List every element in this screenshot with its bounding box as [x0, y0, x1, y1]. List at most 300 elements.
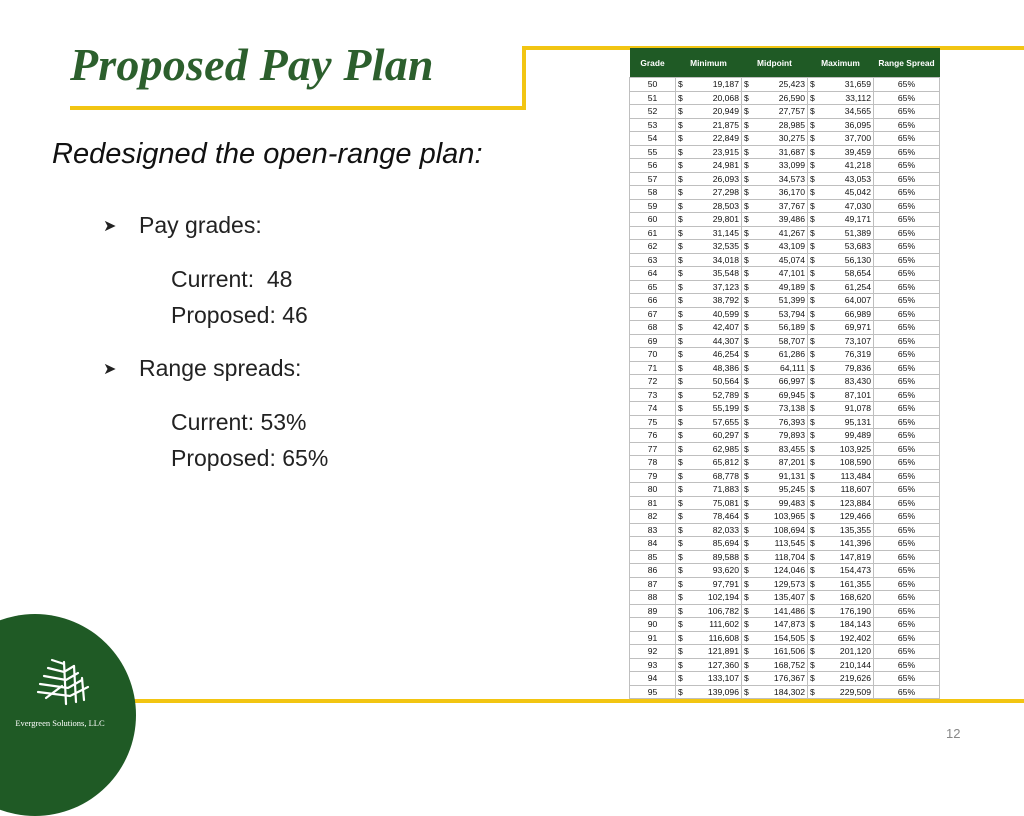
minimum-cell	[676, 213, 742, 227]
amount-value: 51,389	[844, 227, 871, 238]
proposed-range-spread: Proposed: 65%	[171, 445, 329, 471]
currency-symbol: $	[678, 646, 683, 656]
amount-value: 53,794	[778, 308, 805, 319]
grade-cell: 82	[630, 510, 676, 524]
currency-symbol: $	[744, 322, 749, 332]
midpoint-cell	[742, 307, 808, 321]
amount-value: 31,145	[712, 227, 739, 238]
grade-cell: 68	[630, 321, 676, 335]
midpoint-cell	[742, 550, 808, 564]
table-row	[630, 267, 940, 281]
range-spread-cell: 65%	[874, 159, 940, 173]
table-row	[630, 685, 940, 699]
range-spread-cell: 65%	[874, 294, 940, 308]
currency-symbol: $	[744, 470, 749, 481]
currency-symbol: $	[810, 605, 815, 616]
minimum-cell	[676, 388, 742, 402]
table-row	[630, 172, 940, 186]
amount-value: 85,694	[712, 538, 739, 548]
amount-value: 25,423	[778, 79, 805, 89]
currency-symbol: $	[810, 308, 815, 319]
currency-symbol: $	[810, 484, 815, 494]
currency-symbol: $	[678, 497, 683, 508]
range-spread-cell: 65%	[874, 91, 940, 105]
minimum-cell	[676, 91, 742, 105]
minimum-cell	[676, 631, 742, 645]
amount-value: 102,194	[707, 592, 739, 602]
grade-cell: 67	[630, 307, 676, 321]
amount-value: 124,046	[773, 565, 805, 575]
amount-value: 34,573	[778, 173, 805, 184]
midpoint-cell	[742, 172, 808, 186]
table-row	[630, 672, 940, 686]
currency-symbol: $	[678, 619, 683, 629]
page-number: 12	[946, 726, 961, 741]
minimum-cell	[676, 226, 742, 240]
midpoint-cell	[742, 537, 808, 551]
grade-cell: 58	[630, 186, 676, 200]
amount-value: 29,801	[712, 214, 739, 224]
currency-symbol: $	[744, 362, 749, 373]
currency-symbol: $	[810, 160, 815, 170]
grade-cell: 64	[630, 267, 676, 281]
currency-symbol: $	[810, 376, 815, 386]
grade-cell: 53	[630, 118, 676, 132]
table-row	[630, 91, 940, 105]
grade-cell: 54	[630, 132, 676, 146]
midpoint-cell	[742, 321, 808, 335]
grade-cell: 76	[630, 429, 676, 443]
table-row	[630, 159, 940, 173]
currency-symbol: $	[810, 686, 815, 697]
currency-symbol: $	[678, 376, 683, 386]
currency-symbol: $	[744, 416, 749, 427]
midpoint-cell	[742, 226, 808, 240]
grade-cell: 83	[630, 523, 676, 537]
currency-symbol: $	[810, 106, 815, 116]
currency-symbol: $	[810, 551, 815, 562]
currency-symbol: $	[810, 578, 815, 589]
currency-symbol: $	[744, 565, 749, 575]
amount-value: 103,965	[773, 511, 805, 521]
table-row	[630, 402, 940, 416]
currency-symbol: $	[744, 268, 749, 278]
arrow-bullet-icon: ➤	[103, 217, 117, 235]
currency-symbol: $	[744, 241, 749, 251]
currency-symbol: $	[744, 497, 749, 508]
currency-symbol: $	[810, 511, 815, 521]
currency-symbol: $	[678, 79, 683, 89]
currency-symbol: $	[678, 538, 683, 548]
currency-symbol: $	[678, 686, 683, 697]
table-row	[630, 78, 940, 92]
minimum-cell	[676, 78, 742, 92]
table-row	[630, 429, 940, 443]
currency-symbol: $	[810, 632, 815, 643]
range-spread-cell: 65%	[874, 78, 940, 92]
currency-symbol: $	[678, 673, 683, 683]
amount-value: 34,018	[712, 254, 739, 265]
minimum-cell	[676, 523, 742, 537]
midpoint-cell	[742, 469, 808, 483]
midpoint-cell	[742, 483, 808, 497]
range-spread-cell: 65%	[874, 685, 940, 699]
maximum-cell	[808, 388, 874, 402]
amount-value: 58,654	[844, 268, 871, 278]
currency-symbol: $	[678, 335, 683, 346]
table-header-row	[630, 48, 940, 78]
range-spread-cell: 65%	[874, 510, 940, 524]
minimum-cell	[676, 645, 742, 659]
table-row	[630, 240, 940, 254]
grade-cell: 86	[630, 564, 676, 578]
table-row	[630, 631, 940, 645]
minimum-cell	[676, 456, 742, 470]
amount-value: 161,506	[773, 646, 805, 656]
maximum-cell	[808, 105, 874, 119]
range-spread-cell: 65%	[874, 348, 940, 362]
amount-value: 55,199	[712, 403, 739, 413]
maximum-cell	[808, 186, 874, 200]
range-spread-cell: 65%	[874, 321, 940, 335]
maximum-cell	[808, 550, 874, 564]
maximum-cell	[808, 334, 874, 348]
midpoint-cell	[742, 645, 808, 659]
currency-symbol: $	[744, 106, 749, 116]
currency-symbol: $	[810, 416, 815, 427]
minimum-cell	[676, 145, 742, 159]
amount-value: 93,620	[712, 565, 739, 575]
currency-symbol: $	[744, 443, 749, 454]
amount-value: 71,883	[712, 484, 739, 494]
maximum-cell	[808, 145, 874, 159]
amount-value: 133,107	[707, 673, 739, 683]
table-row	[630, 105, 940, 119]
table-row	[630, 550, 940, 564]
currency-symbol: $	[810, 389, 815, 400]
amount-value: 99,483	[778, 497, 805, 508]
range-spread-cell: 65%	[874, 456, 940, 470]
table-row	[630, 496, 940, 510]
grade-cell: 89	[630, 604, 676, 618]
amount-value: 176,367	[773, 673, 805, 683]
amount-value: 68,778	[712, 470, 739, 481]
currency-symbol: $	[744, 511, 749, 521]
table-body	[630, 78, 940, 699]
amount-value: 24,981	[712, 160, 739, 170]
amount-value: 60,297	[712, 430, 739, 440]
currency-symbol: $	[678, 457, 683, 467]
amount-value: 108,694	[773, 524, 805, 535]
currency-symbol: $	[678, 443, 683, 454]
midpoint-cell	[742, 78, 808, 92]
minimum-cell	[676, 442, 742, 456]
currency-symbol: $	[678, 389, 683, 400]
currency-symbol: $	[810, 241, 815, 251]
amount-value: 28,985	[778, 119, 805, 130]
amount-value: 123,884	[839, 497, 871, 508]
table-row	[630, 456, 940, 470]
amount-value: 141,396	[839, 538, 871, 548]
range-spread-cell: 65%	[874, 429, 940, 443]
amount-value: 210,144	[839, 659, 871, 670]
currency-symbol: $	[678, 254, 683, 265]
currency-symbol: $	[810, 362, 815, 373]
range-spread-cell: 65%	[874, 375, 940, 389]
currency-symbol: $	[810, 497, 815, 508]
range-spread-cell: 65%	[874, 213, 940, 227]
currency-symbol: $	[810, 403, 815, 413]
grade-cell: 65	[630, 280, 676, 294]
amount-value: 62,985	[712, 443, 739, 454]
amount-value: 108,590	[839, 457, 871, 467]
maximum-cell	[808, 523, 874, 537]
currency-symbol: $	[744, 133, 749, 143]
maximum-cell	[808, 618, 874, 632]
table-row	[630, 348, 940, 362]
currency-symbol: $	[744, 160, 749, 170]
amount-value: 45,074	[778, 254, 805, 265]
currency-symbol: $	[810, 200, 815, 211]
grade-cell: 56	[630, 159, 676, 173]
amount-value: 65,812	[712, 457, 739, 467]
midpoint-cell	[742, 334, 808, 348]
midpoint-cell	[742, 402, 808, 416]
currency-symbol: $	[744, 254, 749, 265]
table-row	[630, 213, 940, 227]
minimum-cell	[676, 483, 742, 497]
range-spread-cell: 65%	[874, 483, 940, 497]
proposed-pay-grades: Proposed: 46	[171, 302, 308, 328]
minimum-cell	[676, 537, 742, 551]
amount-value: 113,484	[840, 470, 871, 481]
maximum-cell	[808, 159, 874, 173]
minimum-cell	[676, 348, 742, 362]
amount-value: 36,095	[844, 119, 871, 130]
maximum-cell	[808, 631, 874, 645]
midpoint-cell	[742, 253, 808, 267]
currency-symbol: $	[744, 605, 749, 616]
maximum-cell	[808, 456, 874, 470]
minimum-cell	[676, 564, 742, 578]
range-spread-cell: 65%	[874, 172, 940, 186]
grade-cell: 81	[630, 496, 676, 510]
currency-symbol: $	[744, 538, 749, 548]
table-row	[630, 523, 940, 537]
amount-value: 79,893	[778, 430, 805, 440]
maximum-cell	[808, 415, 874, 429]
minimum-cell	[676, 402, 742, 416]
maximum-cell	[808, 253, 874, 267]
bullet-pay-grades	[103, 212, 262, 239]
currency-symbol: $	[744, 227, 749, 238]
table-row	[630, 307, 940, 321]
amount-value: 91,078	[844, 403, 871, 413]
minimum-cell	[676, 361, 742, 375]
grade-cell: 87	[630, 577, 676, 591]
currency-symbol: $	[744, 146, 749, 157]
bullet-range-spreads	[103, 355, 301, 382]
minimum-cell	[676, 253, 742, 267]
currency-symbol: $	[810, 430, 815, 440]
currency-symbol: $	[810, 79, 815, 89]
header-maximum: Maximum	[808, 48, 874, 78]
midpoint-cell	[742, 618, 808, 632]
header-range-spread: Range Spread	[874, 48, 940, 78]
amount-value: 47,101	[778, 268, 805, 278]
midpoint-cell	[742, 591, 808, 605]
amount-value: 22,849	[712, 133, 739, 143]
grade-cell: 74	[630, 402, 676, 416]
range-spread-cell: 65%	[874, 334, 940, 348]
arrow-bullet-icon: ➤	[103, 360, 117, 378]
range-spread-cell: 65%	[874, 672, 940, 686]
maximum-cell	[808, 132, 874, 146]
currency-symbol: $	[744, 214, 749, 224]
currency-symbol: $	[810, 538, 815, 548]
currency-symbol: $	[810, 173, 815, 184]
amount-value: 28,503	[712, 200, 739, 211]
currency-symbol: $	[678, 133, 683, 143]
amount-value: 201,120	[839, 646, 871, 656]
range-spread-cell: 65%	[874, 388, 940, 402]
currency-symbol: $	[678, 362, 683, 373]
table-row	[630, 415, 940, 429]
amount-value: 61,254	[844, 281, 871, 292]
currency-symbol: $	[744, 551, 749, 562]
currency-symbol: $	[678, 241, 683, 251]
maximum-cell	[808, 78, 874, 92]
grade-cell: 55	[630, 145, 676, 159]
range-spread-cell: 65%	[874, 253, 940, 267]
currency-symbol: $	[810, 146, 815, 157]
amount-value: 135,407	[773, 592, 805, 602]
table-row	[630, 361, 940, 375]
current-range-spread: Current: 53%	[171, 409, 307, 435]
bullet-label: Range spreads:	[139, 355, 302, 381]
currency-symbol: $	[678, 160, 683, 170]
maximum-cell	[808, 118, 874, 132]
minimum-cell	[676, 105, 742, 119]
midpoint-cell	[742, 523, 808, 537]
midpoint-cell	[742, 685, 808, 699]
midpoint-cell	[742, 496, 808, 510]
title-frame-right	[522, 46, 526, 110]
range-spread-cell: 65%	[874, 186, 940, 200]
table-row	[630, 375, 940, 389]
maximum-cell	[808, 658, 874, 672]
company-name: Evergreen Solutions, LLC	[15, 718, 105, 728]
range-spread-cell: 65%	[874, 591, 940, 605]
midpoint-cell	[742, 213, 808, 227]
maximum-cell	[808, 91, 874, 105]
maximum-cell	[808, 442, 874, 456]
midpoint-cell	[742, 510, 808, 524]
current-pay-grades: Current: 48	[171, 266, 293, 292]
midpoint-cell	[742, 280, 808, 294]
currency-symbol: $	[810, 268, 815, 278]
minimum-cell	[676, 469, 742, 483]
currency-symbol: $	[810, 659, 815, 670]
amount-value: 83,455	[778, 443, 805, 454]
currency-symbol: $	[810, 673, 815, 683]
range-spread-cell: 65%	[874, 240, 940, 254]
currency-symbol: $	[744, 619, 749, 629]
currency-symbol: $	[678, 565, 683, 575]
amount-value: 30,275	[778, 133, 805, 143]
amount-value: 37,767	[778, 200, 805, 211]
grade-cell: 72	[630, 375, 676, 389]
maximum-cell	[808, 213, 874, 227]
grade-cell: 80	[630, 483, 676, 497]
minimum-cell	[676, 159, 742, 173]
amount-value: 48,386	[712, 362, 739, 373]
amount-value: 176,190	[839, 605, 871, 616]
amount-value: 27,298	[712, 187, 739, 197]
currency-symbol: $	[744, 659, 749, 670]
header-minimum: Minimum	[676, 48, 742, 78]
currency-symbol: $	[678, 295, 683, 305]
table-row	[630, 388, 940, 402]
amount-value: 31,687	[778, 146, 805, 157]
currency-symbol: $	[678, 119, 683, 130]
midpoint-cell	[742, 132, 808, 146]
amount-value: 20,068	[712, 92, 739, 103]
table-row	[630, 577, 940, 591]
minimum-cell	[676, 118, 742, 132]
amount-value: 19,187	[712, 79, 739, 89]
range-spread-cell: 65%	[874, 577, 940, 591]
currency-symbol: $	[678, 403, 683, 413]
minimum-cell	[676, 591, 742, 605]
currency-symbol: $	[744, 686, 749, 697]
amount-value: 82,033	[712, 524, 739, 535]
currency-symbol: $	[744, 376, 749, 386]
maximum-cell	[808, 280, 874, 294]
currency-symbol: $	[810, 281, 815, 292]
midpoint-cell	[742, 361, 808, 375]
currency-symbol: $	[810, 92, 815, 103]
minimum-cell	[676, 618, 742, 632]
currency-symbol: $	[678, 578, 683, 589]
minimum-cell	[676, 510, 742, 524]
currency-symbol: $	[678, 146, 683, 157]
slide-subtitle: Redesigned the open-range plan:	[52, 138, 483, 170]
currency-symbol: $	[678, 659, 683, 670]
amount-value: 76,319	[844, 349, 871, 359]
maximum-cell	[808, 496, 874, 510]
amount-value: 20,949	[712, 106, 739, 116]
currency-symbol: $	[678, 551, 683, 562]
maximum-cell	[808, 361, 874, 375]
amount-value: 36,170	[778, 187, 805, 197]
amount-value: 37,700	[844, 133, 871, 143]
midpoint-cell	[742, 240, 808, 254]
minimum-cell	[676, 199, 742, 213]
minimum-cell	[676, 415, 742, 429]
amount-value: 106,782	[707, 605, 739, 616]
amount-value: 184,302	[773, 686, 805, 697]
amount-value: 97,791	[712, 578, 739, 589]
table-row	[630, 469, 940, 483]
grade-cell: 93	[630, 658, 676, 672]
table-row	[630, 510, 940, 524]
amount-value: 41,267	[778, 227, 805, 238]
amount-value: 91,131	[778, 470, 805, 481]
maximum-cell	[808, 672, 874, 686]
amount-value: 47,030	[844, 200, 871, 211]
minimum-cell	[676, 334, 742, 348]
